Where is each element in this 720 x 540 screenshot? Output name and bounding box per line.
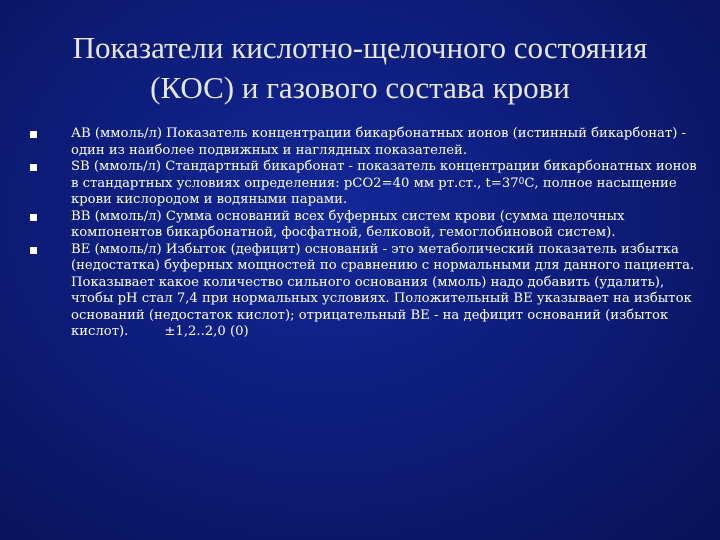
square-bullet-icon [30, 164, 37, 171]
bullet-be-tail: Положительный ВЕ указывает на избыток оснований (недостаток кислот); отрицательный ВЕ - на дефицит оснований (избыток кислот). [71, 291, 692, 339]
bullet-sb-term: SB (ммоль/л) Стандартный бикарбонат [71, 159, 345, 174]
slide-title [30, 28, 690, 108]
degree-superscript: 0 [518, 176, 525, 187]
square-bullet-icon [30, 131, 37, 138]
bullet-bb-text: всех буферных систем крови (сумма щелочных компонентов бикарбонатной, фосфатной, белковой, гемоглобиновой систем). [71, 208, 625, 240]
bullet-be-text: - это метаболический показатель избытка (недостатка) буферных мощностей по сравнению с нормальными для данного пациента. Показывает какое количество сильного основания (ммоль) надо добавить (удалить), чтобы pH стал 7,4 при нормальных условиях. [71, 241, 695, 306]
bullet-list [28, 126, 708, 341]
bullet-ab-term: АВ (ммоль/л) Показатель концентрации бикарбонатных ионов [71, 126, 509, 141]
bullet-ab-text: (истинный бикарбонат) - один из наиболее подвижных и наглядных показателей. [71, 126, 686, 158]
bullet-sb-text-1: - показатель концентрации бикарбонатных ионов в стандартных условиях определения: pCO2=40 мм рт.ст., t=37 [71, 159, 697, 191]
title-line-1: Показатели кислотно-щелочного состояния [72, 30, 648, 65]
bullet-sb [28, 159, 708, 209]
bullet-bb-term: ВВ (ммоль/л) Сумма оснований [71, 208, 291, 224]
square-bullet-icon [30, 247, 37, 254]
title-line-2: (КОС) и газового состава крови [150, 70, 570, 105]
bullet-be [28, 242, 708, 341]
bullet-ab [28, 126, 708, 159]
bullet-be-term: ВЕ (ммоль/л) Избыток (дефицит) оснований [71, 241, 379, 257]
bullet-sb-text-2: С, полное насыщение крови кислородом и водяными парами. [71, 175, 677, 207]
bullet-be-range: ±1,2..2,0 (0) [164, 324, 249, 339]
bullet-bb [28, 209, 708, 242]
square-bullet-icon [30, 214, 37, 221]
